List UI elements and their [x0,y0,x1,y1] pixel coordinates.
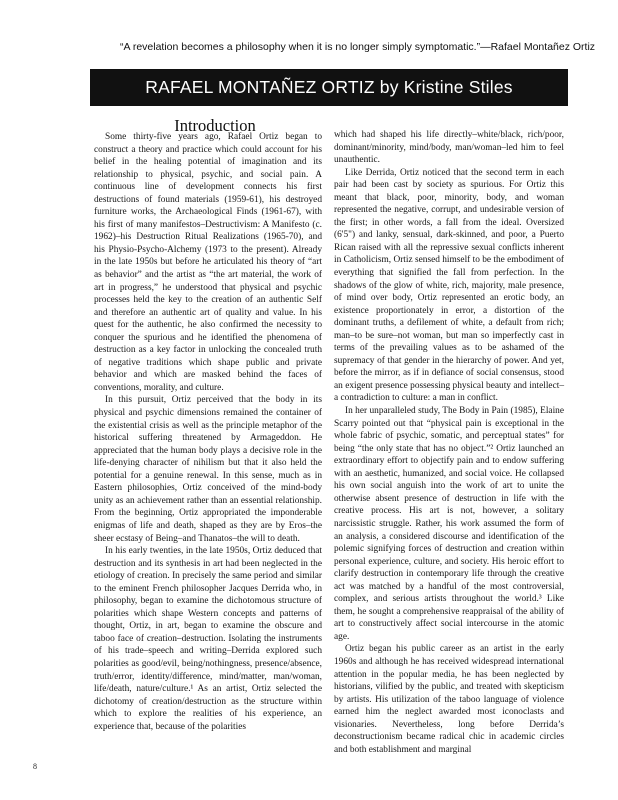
paragraph: which had shaped his life directly–white/black, rich/poor, dominant/minority, mind/body, man/woman–led him to feel unauthentic. [334,130,564,166]
paragraph: Some thirty-five years ago, Rafael Ortiz began to construct a theory and practice which could account for his belief in the healing potential of imagination and its relationship to physical, psychic, and social pain. A continuous line of development connects his first destructions of found materials (1959-61), his destroyed furniture works, the Archaeological Finds (1961-67), with his first of many manifestos–Destructivism: A Manifesto (c. 1962)–his Destruction Ritual Realizations (1965-70), and his Physio-Psycho-Alchemy (1973 to the present). Already in the late 1950s but before he articulated his theory of “art as behavior” and the artist as “the art material, the work of art in progress,” he understood that physical and psychic processes held the key to the creation of an authentic Self and therefore an authentic art of quality and value. In his quest for the authentic, he also confirmed the necessity to conquer the spurious and he identified the phenomena of destruction as a key factor in unlocking the concealed truth of negative traditions which shape public and private behavior and which are masked behind the faces of conventions, morality, and culture. [94,132,322,393]
left-column [94,131,322,733]
epigraph: “A revelation becomes a philosophy when it is no longer simply symptomatic.”—Rafael Montañez Ortiz [120,41,596,53]
right-column [334,129,564,756]
paragraph: In her unparalleled study, The Body in Pain (1985), Elaine Scarry pointed out that “physical pain is exceptional in the whole fabric of psychic, somatic, and perceptual states” for being “the only state that has no object.”² Ortiz launched an extraordinary effort to objectify pain and to endow suffering with an aesthetic, humanized, and social voice. He collapsed his own social anguish into the work of art to unite the otherwise absent presence of destruction in life with the creative process. His art is not, however, a solitary narcissistic struggle. Rather, his work assumed the form of an analysis, a considered discourse and identification of the polemic signifying forces of destruction and creation within personal experience, culture, and society. His heroic effort to clarify destruction in contemporary life through the creative act was matched by a handful of the most controversial, complex, and serious artists throughout the world.³ Like them, he sought a comprehensive reappraisal of the ability of art to constructively affect social intercourse in the atomic age. [334,406,564,642]
paragraph: Like Derrida, Ortiz noticed that the second term in each pair had been cast by society as spurious. For Ortiz this meant that black, poor, minority, body, and woman represented the negative, corrupt, and undesirable version of the first; in other words, a fall from the ideal. Oversized (6'5") and lanky, sensual, dark-skinned, and poor, a Puerto Rican raised with all the repressive sexual conflicts inherent in Catholicism, Ortiz sensed himself to be the embodiment of everything that signified the fall from perfection. In the shadows of the glow of white, rich, majority, male presence, of mind over body, Ortiz represented an erotic body, an existence proportionately in error, a distortion of the dominant truths, a defilement of white, a default from rich; man–to be sure–not woman, but man so imperfectly cast in terms of the prevailing values as to be ashamed of the supremacy of that gender in the hierarchy of power. And yet, before the mirror, as if in defiance of social consensus, stood an exigent presence possessing physical beauty and intellect–a contradiction to culture: a man in conflict. [334,167,564,404]
article-title: RAFAEL MONTAÑEZ ORTIZ by Kristine Stiles [145,77,513,97]
paragraph: Ortiz began his public career as an artist in the early 1960s and although he has received widespread international attention in the popular media, he has been neglected by historians, vilified by the public, and treated with skepticism by artists. His utilization of the taboo language of violence earned him the neglect awarded most iconoclasts and visionaries. Nevertheless, long before Derrida’s deconstructionism became radical chic in academic circles and both establishment and marginal [334,644,564,755]
section-heading: Introduction [174,116,256,135]
paragraph: In his early twenties, in the late 1950s, Ortiz deduced that destruction and its synthesis in art had been neglected in the etiology of creation. In precisely the same period and similar to the eminent French philosopher Jacques Derrida who, in philosophy, began to examine the dichotomous structure of polarities which shape Western concepts and patterns of thought, Ortiz, in art, began to examine the obscure and taboo face of creation–destruction. Isolating the instruments of his trade–speech and writing–Derrida explored such polarities as good/evil, being/nothingness, presence/absence, truth/error, identity/difference, mind/matter, man/woman, life/death, nature/culture.¹ As an artist, Ortiz selected the dichotomy of creation/destruction as the structure within which to explore the realities of his experience, an experience that, because of the polarities [94,546,322,732]
title-banner [90,69,568,106]
page-number: 8 [33,762,37,771]
paragraph: In this pursuit, Ortiz perceived that the body in its physical and psychic dimensions remained the container of the existential crisis as well as the principle metaphor of the historical suffering threatened by Armageddon. He appreciated that the human body plays a decisive role in the life-denying character of nihilism but that it also held the potential for a genuine renewal. In this sense, much as in Eastern philosophies, Ortiz conceived of the mind-body unity as an achievement rather than an essential relationship. From the beginning, Ortiz appropriated the imponderable enigmas of life and death, shaped as they are by Eros–the sheer ecstasy of Being–and Thanatos–the will to death. [94,395,322,544]
